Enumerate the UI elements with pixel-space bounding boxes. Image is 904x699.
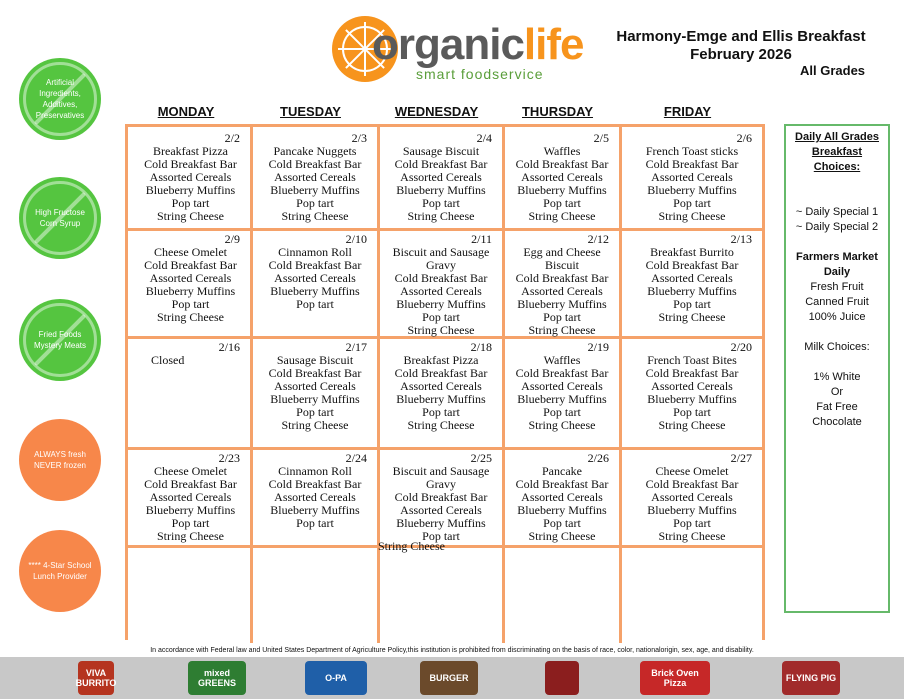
day-header-tuesday: TUESDAY: [280, 104, 341, 119]
menu-item: Sausage Biscuit: [402, 144, 480, 158]
sponsor-logo: BURGER: [420, 661, 478, 695]
cell-date: 2/9: [224, 232, 240, 246]
menu-item: Blueberry Muffins: [517, 297, 607, 311]
menu-item: Cold Breakfast Bar: [515, 157, 609, 171]
menu-item: Assorted Cereals: [274, 379, 356, 393]
cell-date: 2/19: [587, 340, 609, 354]
logo-wordmark: organiclife: [372, 20, 584, 69]
cell-date: 2/20: [730, 340, 752, 354]
cell-date: 2/2: [224, 131, 240, 145]
menu-item: Assorted Cereals: [521, 490, 603, 504]
badge-text: Fried Foods Mystery Meats: [33, 330, 86, 350]
menu-item: Blueberry Muffins: [647, 284, 737, 298]
menu-item: Pop tart: [422, 310, 460, 324]
menu-day-cell: [622, 339, 762, 447]
menu-item: Assorted Cereals: [400, 170, 482, 184]
menu-item: String Cheese: [407, 323, 475, 337]
menu-item: Assorted Cereals: [521, 284, 603, 298]
menu-item: Pop tart: [422, 405, 460, 419]
menu-item: Sausage Biscuit: [276, 353, 354, 367]
menu-item: Pop tart: [296, 297, 334, 311]
organiclife-logo: [332, 14, 582, 84]
sponsor-logo: VIVA BURRITO: [78, 661, 114, 695]
sponsor-logo: O-PA: [305, 661, 367, 695]
cell-date: 2/25: [470, 451, 492, 465]
menu-item: String Cheese: [658, 209, 726, 223]
menu-item: Breakfast Burrito: [650, 245, 734, 259]
menu-item: Blueberry Muffins: [647, 392, 737, 406]
menu-day-cell: [131, 231, 250, 336]
cell-date: 2/6: [736, 131, 752, 145]
menu-item: Assorted Cereals: [149, 490, 232, 504]
badge-text: **** 4-Star School Lunch Provider: [28, 561, 92, 581]
overflow-menu-item: String Cheese: [378, 539, 445, 553]
menu-item: Assorted Cereals: [149, 271, 232, 285]
menu-item: String Cheese: [528, 529, 596, 543]
menu-item: Cold Breakfast Bar: [645, 477, 739, 491]
menu-item: String Cheese: [528, 209, 596, 223]
menu-item: Blueberry Muffins: [270, 284, 360, 298]
farmers-market-title: Farmers Market Daily: [796, 251, 878, 278]
menu-day-cell: [131, 450, 250, 545]
menu-item: Breakfast Pizza: [403, 353, 479, 367]
menu-item: Assorted Cereals: [651, 271, 733, 285]
menu-item: Pop tart: [296, 196, 334, 210]
menu-item: Assorted Cereals: [651, 170, 733, 184]
menu-item: Assorted Cereals: [274, 170, 356, 184]
menu-item: Cold Breakfast Bar: [645, 157, 739, 171]
menu-item: Pancake Nuggets: [273, 144, 357, 158]
menu-item: Pop tart: [296, 405, 334, 419]
daily-choices-panel: [784, 124, 890, 613]
sponsor-bar: [0, 657, 904, 699]
menu-item: Pop tart: [543, 405, 581, 419]
menu-item: Cold Breakfast Bar: [268, 477, 362, 491]
menu-item: Blueberry Muffins: [396, 297, 486, 311]
menu-item: Cold Breakfast Bar: [268, 258, 362, 272]
menu-title: [598, 28, 884, 64]
menu-item: Blueberry Muffins: [647, 503, 737, 517]
cell-date: 2/17: [345, 340, 367, 354]
badge-no-1: [19, 58, 101, 140]
menu-item: String Cheese: [407, 209, 475, 223]
menu-item: Pop tart: [543, 516, 581, 530]
cell-date: 2/5: [593, 131, 609, 145]
cell-date: 2/11: [471, 232, 492, 246]
cell-date: 2/27: [730, 451, 752, 465]
menu-item: Blueberry Muffins: [396, 392, 486, 406]
menu-item: Pop tart: [543, 196, 581, 210]
day-header-friday: FRIDAY: [663, 104, 712, 119]
menu-item: Cinnamon Roll: [278, 464, 352, 478]
menu-item: Blueberry Muffins: [270, 392, 360, 406]
menu-day-cell: [253, 130, 377, 228]
menu-item: String Cheese: [407, 418, 475, 432]
menu-item: Cold Breakfast Bar: [144, 258, 237, 272]
menu-item: Cold Breakfast Bar: [144, 477, 237, 491]
menu-item: Cold Breakfast Bar: [645, 258, 739, 272]
menu-day-cell: [505, 231, 619, 336]
menu-item: French Toast sticks: [645, 144, 739, 158]
menu-item: Assorted Cereals: [400, 284, 482, 298]
menu-item: Pop tart: [673, 297, 711, 311]
sponsor-logo: FLYING PIG: [782, 661, 840, 695]
cell-date: 2/23: [218, 451, 240, 465]
menu-item: String Cheese: [157, 310, 224, 324]
menu-item: Cold Breakfast Bar: [645, 366, 739, 380]
menu-day-cell: [505, 450, 619, 545]
menu-item: Cheese Omelet: [154, 245, 227, 259]
cut-subtitle: All Grades: [800, 63, 866, 78]
nondiscrimination-notice: In accordance with Federal law and United States Department of Agriculture Policy,this institution is prohibited from discriminating on the basis of race, color, nationalorigin, sex, age, and disability.: [150, 647, 754, 654]
menu-item: String Cheese: [281, 418, 349, 432]
menu-item: Closed: [151, 353, 185, 367]
menu-item: String Cheese: [658, 529, 726, 543]
menu-day-cell: [253, 231, 377, 336]
menu-item: Blueberry Muffins: [145, 284, 236, 298]
menu-item: Cold Breakfast Bar: [144, 157, 237, 171]
menu-day-cell: [253, 339, 377, 447]
menu-item: String Cheese: [528, 418, 596, 432]
daily-special-1: ~ Daily Special 1: [795, 206, 879, 218]
menu-item: Cheese Omelet: [655, 464, 729, 478]
menu-item: Assorted Cereals: [521, 379, 603, 393]
day-header-thursday: THURSDAY: [521, 104, 594, 119]
badge-no-3: [19, 299, 101, 381]
menu-item: Cold Breakfast Bar: [515, 271, 609, 285]
menu-item: Assorted Cereals: [651, 379, 733, 393]
milk-choices-title: Milk Choices:: [804, 341, 870, 353]
cell-date: 2/4: [476, 131, 492, 145]
menu-item: Pop tart: [171, 196, 210, 210]
milk-item: Or: [830, 386, 844, 398]
menu-item: Assorted Cereals: [400, 379, 482, 393]
menu-item: Blueberry Muffins: [270, 183, 360, 197]
menu-item: Blueberry Muffins: [396, 516, 486, 530]
menu-day-cell: [380, 339, 502, 447]
menu-item: Pop tart: [673, 196, 711, 210]
cell-date: 2/24: [345, 451, 367, 465]
menu-item: String Cheese: [528, 323, 596, 337]
menu-item: Cold Breakfast Bar: [394, 271, 488, 285]
milk-item: 1% White: [813, 371, 861, 383]
menu-item: Blueberry Muffins: [396, 183, 486, 197]
cell-date: 2/13: [730, 232, 752, 246]
menu-item: Biscuit: [544, 258, 579, 272]
cell-date: 2/18: [470, 340, 492, 354]
menu-calendar-grid: [125, 124, 765, 640]
badge-4: [19, 419, 101, 501]
menu-day-cell: [622, 130, 762, 228]
menu-item: Cold Breakfast Bar: [394, 157, 488, 171]
menu-day-cell: [622, 231, 762, 336]
day-header-wednesday: WEDNESDAY: [394, 104, 479, 119]
menu-item: Cold Breakfast Bar: [394, 366, 488, 380]
menu-item: Cold Breakfast Bar: [268, 157, 362, 171]
daily-choices-header: Daily All Grades Breakfast Choices:: [795, 131, 879, 173]
menu-item: Gravy: [426, 477, 456, 491]
menu-item: Blueberry Muffins: [517, 503, 607, 517]
menu-item: Pop tart: [673, 405, 711, 419]
menu-item: Waffles: [543, 353, 581, 367]
school-name: Harmony-Emge and Ellis Breakfast: [616, 28, 866, 45]
cell-date: 2/26: [587, 451, 609, 465]
badge-text: ALWAYS fresh NEVER frozen: [33, 450, 87, 470]
menu-item: Blueberry Muffins: [145, 503, 236, 517]
sponsor-logo: Brick Oven Pizza: [640, 661, 710, 695]
menu-item: String Cheese: [658, 310, 726, 324]
badge-5: [19, 530, 101, 612]
menu-item: Assorted Cereals: [274, 271, 356, 285]
milk-item: Fat Free: [816, 401, 858, 413]
menu-item: Breakfast Pizza: [153, 144, 228, 158]
menu-day-cell: [622, 450, 762, 545]
menu-item: String Cheese: [658, 418, 726, 432]
menu-item: Pop tart: [171, 297, 210, 311]
menu-day-cell: [380, 130, 502, 228]
menu-item: Pop tart: [296, 516, 334, 530]
menu-item: Cold Breakfast Bar: [268, 366, 362, 380]
menu-day-cell: [380, 231, 502, 336]
sponsor-logo: mixed GREENS: [188, 661, 246, 695]
menu-item: French Toast Bites: [647, 353, 737, 367]
menu-day-cell: [380, 450, 502, 545]
menu-item: Blueberry Muffins: [517, 183, 607, 197]
menu-item: String Cheese: [157, 209, 224, 223]
menu-item: Cold Breakfast Bar: [515, 366, 609, 380]
menu-item: Pop tart: [543, 310, 581, 324]
logo-tagline: smart foodservice: [416, 66, 544, 82]
menu-month: February 2026: [690, 46, 792, 63]
menu-item: Biscuit and Sausage: [392, 464, 490, 478]
cell-date: 2/10: [345, 232, 367, 246]
menu-item: Biscuit and Sausage: [392, 245, 490, 259]
menu-day-cell: [131, 339, 250, 447]
menu-item: String Cheese: [157, 529, 224, 543]
menu-item: Assorted Cereals: [149, 170, 232, 184]
badge-no-2: [19, 177, 101, 259]
badge-text: Artificial Ingredients, Additives, Preservatives: [35, 78, 85, 120]
menu-item: Assorted Cereals: [651, 490, 733, 504]
menu-item: Gravy: [426, 258, 456, 272]
menu-item: Waffles: [543, 144, 581, 158]
menu-item: Cinnamon Roll: [278, 245, 352, 259]
menu-day-cell: [505, 130, 619, 228]
market-item: 100% Juice: [808, 311, 866, 323]
menu-item: String Cheese: [281, 209, 349, 223]
cell-date: 2/12: [587, 232, 609, 246]
menu-item: Blueberry Muffins: [517, 392, 607, 406]
milk-item: Chocolate: [812, 416, 862, 428]
menu-day-cell: [131, 130, 250, 228]
menu-item: Pop tart: [422, 529, 460, 543]
menu-item: Cold Breakfast Bar: [515, 477, 609, 491]
badge-text: High Fructose Corn Syrup: [35, 208, 85, 228]
menu-item: Blueberry Muffins: [647, 183, 737, 197]
menu-item: Blueberry Muffins: [145, 183, 236, 197]
menu-item: Cheese Omelet: [154, 464, 227, 478]
menu-day-cell: [253, 450, 377, 545]
day-header-monday: MONDAY: [157, 104, 215, 119]
sponsor-logo: [545, 661, 579, 695]
menu-item: Cold Breakfast Bar: [394, 490, 488, 504]
menu-day-cell: [505, 339, 619, 447]
menu-item: Egg and Cheese: [523, 245, 601, 259]
menu-item: Assorted Cereals: [521, 170, 603, 184]
menu-item: Pancake: [542, 464, 582, 478]
menu-item: Blueberry Muffins: [270, 503, 360, 517]
cell-date: 2/16: [218, 340, 240, 354]
menu-item: Assorted Cereals: [400, 503, 482, 517]
menu-item: Pop tart: [673, 516, 711, 530]
menu-item: Pop tart: [422, 196, 460, 210]
menu-item: Pop tart: [171, 516, 210, 530]
cell-date: 2/3: [351, 131, 367, 145]
daily-special-2: ~ Daily Special 2: [795, 221, 879, 233]
menu-item: Assorted Cereals: [274, 490, 356, 504]
market-item: Fresh Fruit: [810, 281, 864, 293]
market-item: Canned Fruit: [805, 296, 869, 308]
